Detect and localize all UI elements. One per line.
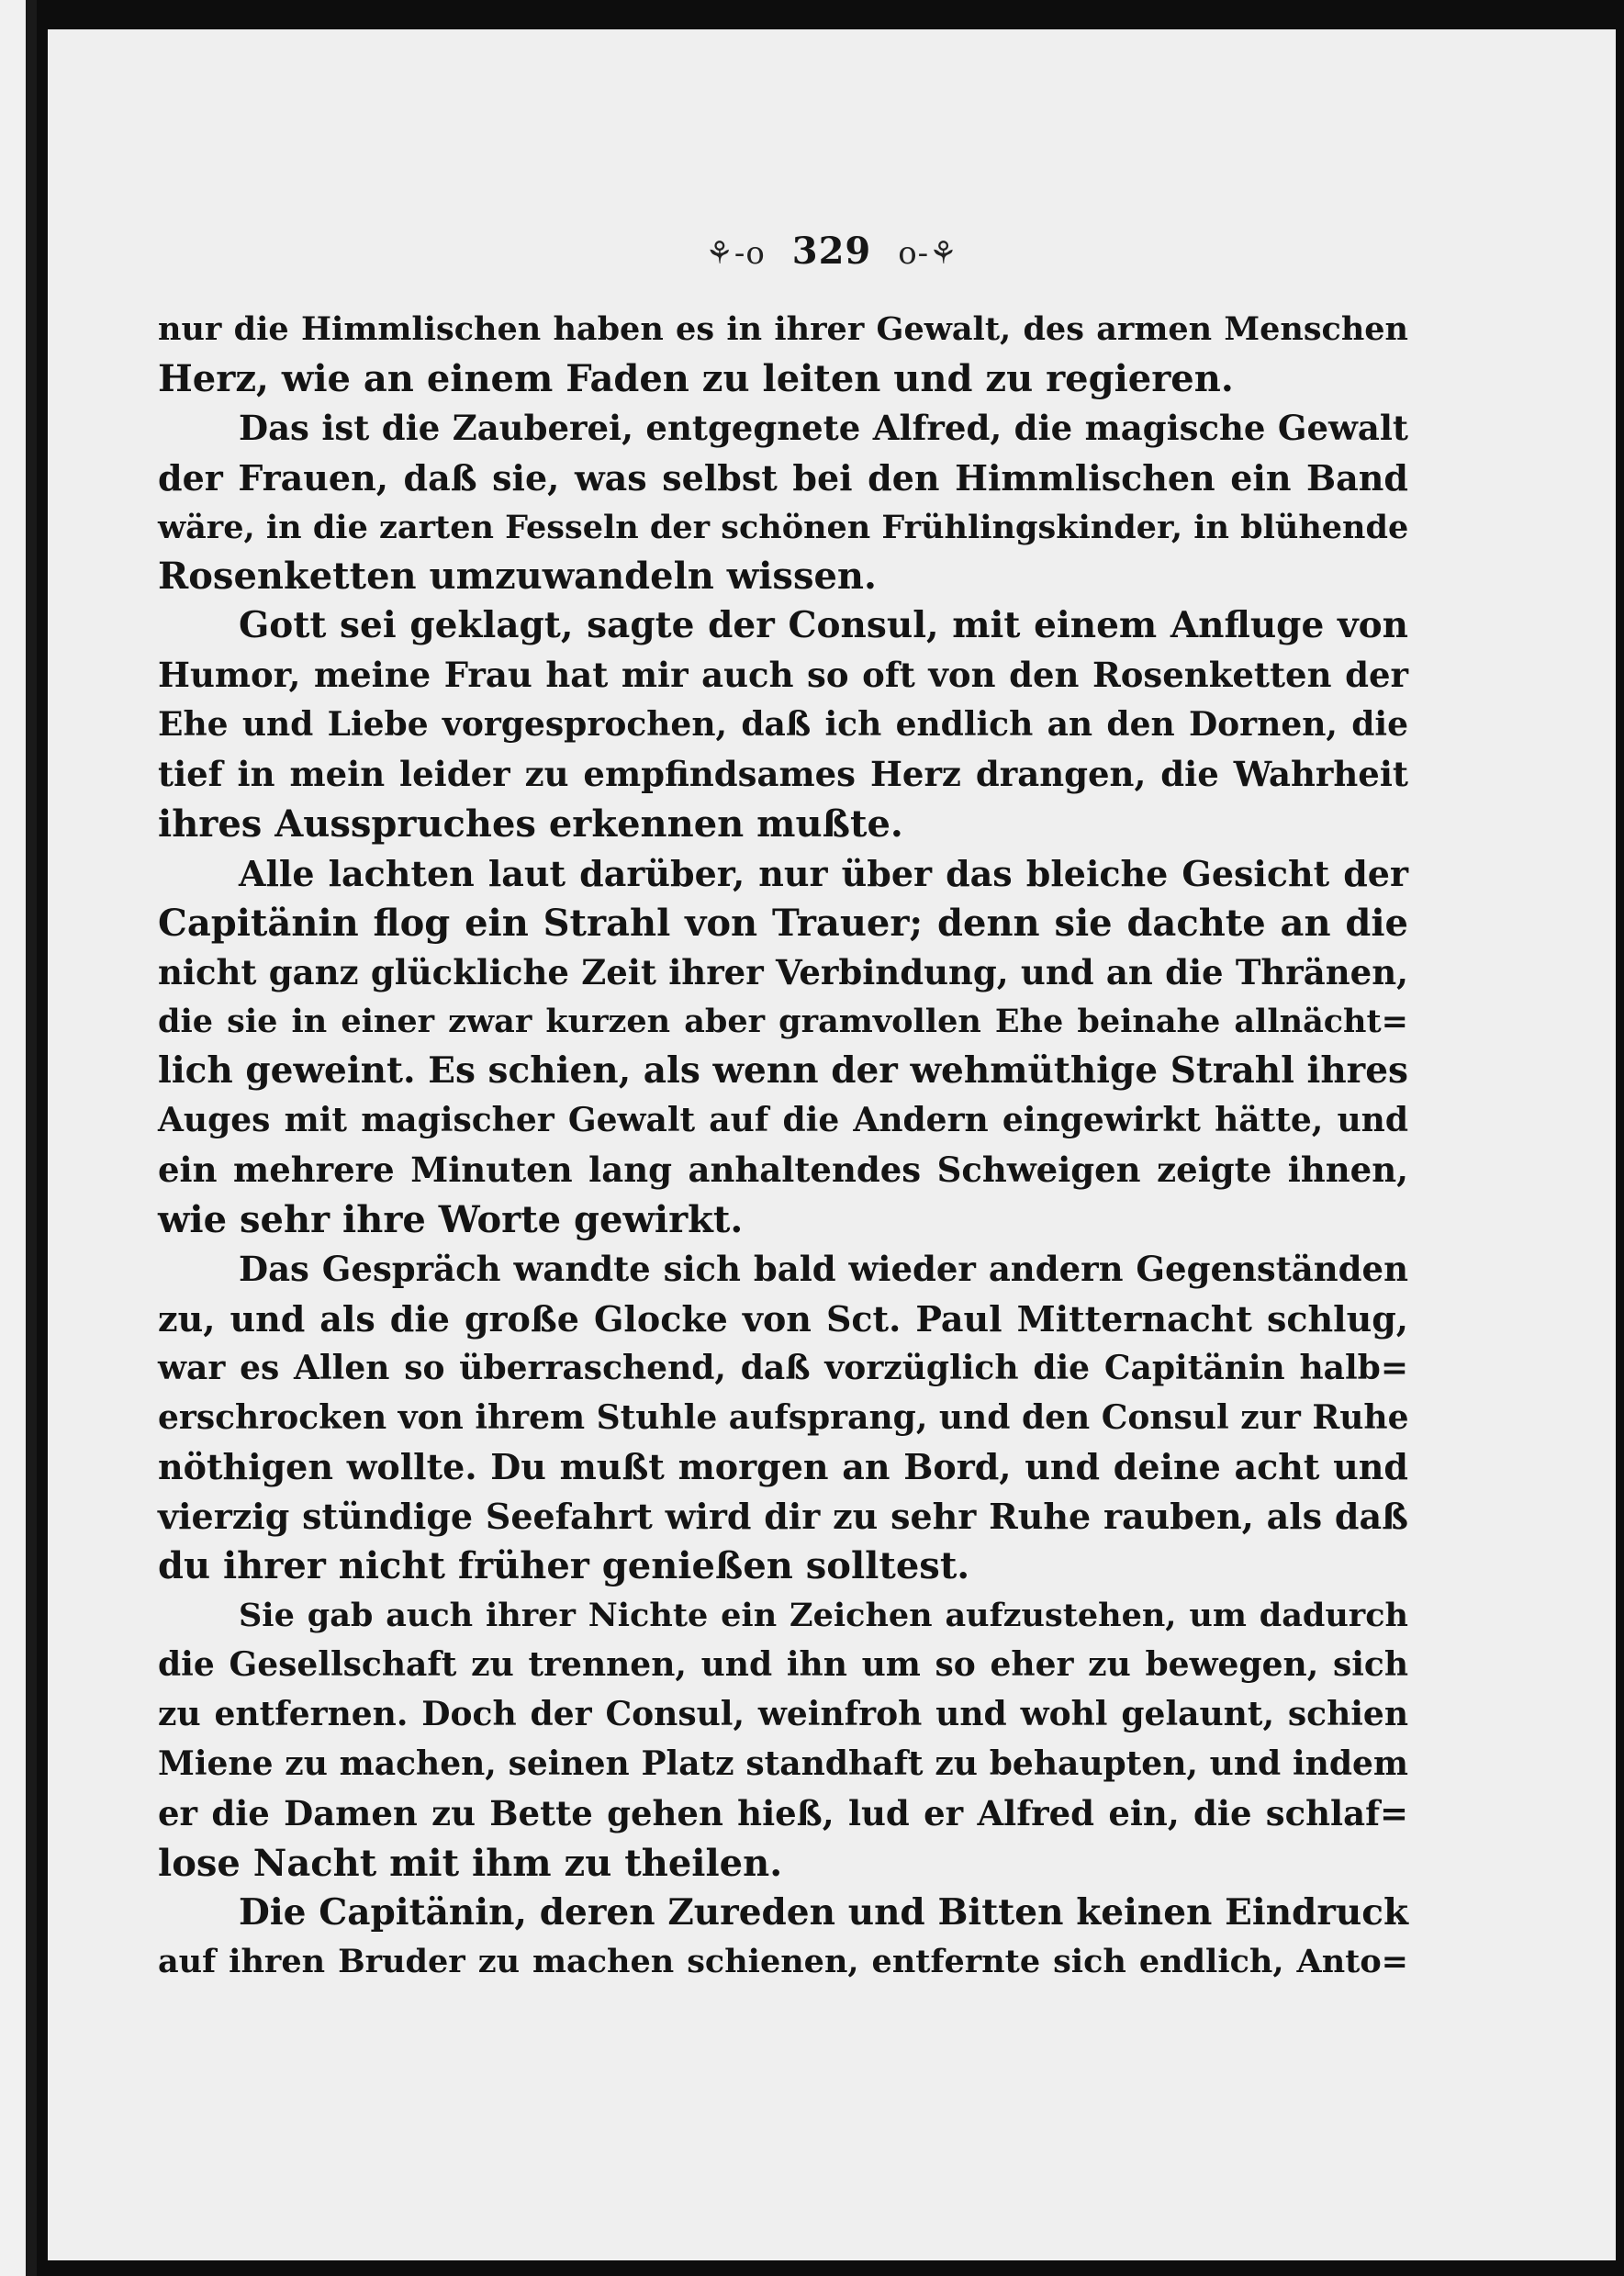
text-line: du ihrer nicht früher genießen solltest. — [158, 1544, 970, 1588]
text-line: wäre, in die zarten Fesseln der schönen Frühlingskinder, in blühende — [158, 508, 1409, 546]
text-line: auf ihren Bruder zu machen schienen, entfernte sich endlich, Anto= — [158, 1943, 1408, 1981]
adjacent-page-edge — [0, 0, 26, 2276]
text-line: nicht ganz glückliche Zeit ihrer Verbindung, und an die Thränen, — [158, 951, 1408, 992]
scan-gutter-shadow — [26, 0, 37, 2276]
text-line: Capitänin flog ein Strahl von Trauer; denn sie dachte an die — [158, 901, 1408, 945]
text-line: die Gesellschaft zu trennen, und ihn um so eher zu bewegen, sich — [158, 1645, 1408, 1685]
text-line: der Frauen, daß sie, was selbst bei den Himmlischen ein Band — [158, 456, 1408, 499]
page-header — [48, 230, 1616, 273]
ornament-right-icon: o-⚘ — [898, 235, 958, 272]
text-line: lich geweint. Es schien, als wenn der wehmüthige Strahl ihres — [158, 1049, 1408, 1093]
text-line: Herz, wie an einem Faden zu leiten und zu regieren. — [158, 356, 1234, 400]
text-line: nur die Himmlischen haben es in ihrer Gewalt, des armen Menschen — [158, 310, 1408, 348]
text-line: erschrocken von ihrem Stuhle aufsprang, und den Consul zur Ruhe — [158, 1397, 1409, 1437]
text-line: war es Allen so überraschend, daß vorzüglich die Capitänin halb= — [158, 1348, 1408, 1387]
text-line: Die Capitänin, deren Zureden und Bitten keinen Eindruck — [239, 1890, 1408, 1934]
text-line: tief in mein leider zu empfindsames Herz drangen, die Wahrheit — [158, 754, 1408, 795]
text-line: lose Nacht mit ihm zu theilen. — [158, 1841, 783, 1885]
text-line: Rosenketten umzuwandeln wissen. — [158, 555, 877, 599]
ornament-left-icon: ⚘-o — [705, 235, 766, 272]
text-line: vierzig stündige Seefahrt wird dir zu sehr Ruhe rauben, als daß — [158, 1496, 1408, 1538]
body-text — [158, 305, 1408, 1987]
text-line: die sie in einer zwar kurzen aber gramvollen Ehe beinahe allnächt= — [158, 1003, 1408, 1041]
text-line: Ehe und Liebe vorgesprochen, daß ich endlich an den Dornen, die — [158, 705, 1408, 745]
text-line: wie sehr ihre Worte gewirkt. — [158, 1198, 744, 1242]
text-line: zu entfernen. Doch der Consul, weinfroh und wohl gelaunt, schien — [158, 1694, 1408, 1733]
page-number: 329 — [791, 230, 872, 273]
text-line: ihres Ausspruches erkennen mußte. — [158, 802, 903, 846]
text-line: Alle lachten laut darüber, nur über das bleiche Gesicht der — [239, 852, 1408, 894]
text-line: Das Gespräch wandte sich bald wieder andern Gegenständen — [239, 1248, 1408, 1289]
text-line: er die Damen zu Bette gehen hieß, lud er Alfred ein, die schlaf= — [158, 1792, 1408, 1833]
text-line: Humor, meine Frau hat mir auch so oft von den Rosenketten der — [158, 655, 1408, 696]
text-line: Gott sei geklagt, sagte der Consul, mit einem Anfluge von — [239, 604, 1408, 647]
text-line: ein mehrere Minuten lang anhaltendes Schweigen zeigte ihnen, — [158, 1149, 1408, 1191]
text-line: Das ist die Zauberei, entgegnete Alfred, die magische Gewalt — [239, 407, 1408, 448]
text-line: Miene zu machen, seinen Platz standhaft zu behaupten, und indem — [158, 1743, 1408, 1783]
text-line: Auges mit magischer Gewalt auf die Andern eingewirkt hätte, und — [158, 1101, 1408, 1140]
text-line: Sie gab auch ihrer Nichte ein Zeichen aufzustehen, um dadurch — [239, 1597, 1408, 1635]
text-line: zu, und als die große Glocke von Sct. Paul Mitternacht schlug, — [158, 1297, 1408, 1340]
book-page — [48, 29, 1616, 2260]
text-line: nöthigen wollte. Du mußt morgen an Bord, und deine acht und — [158, 1446, 1408, 1488]
